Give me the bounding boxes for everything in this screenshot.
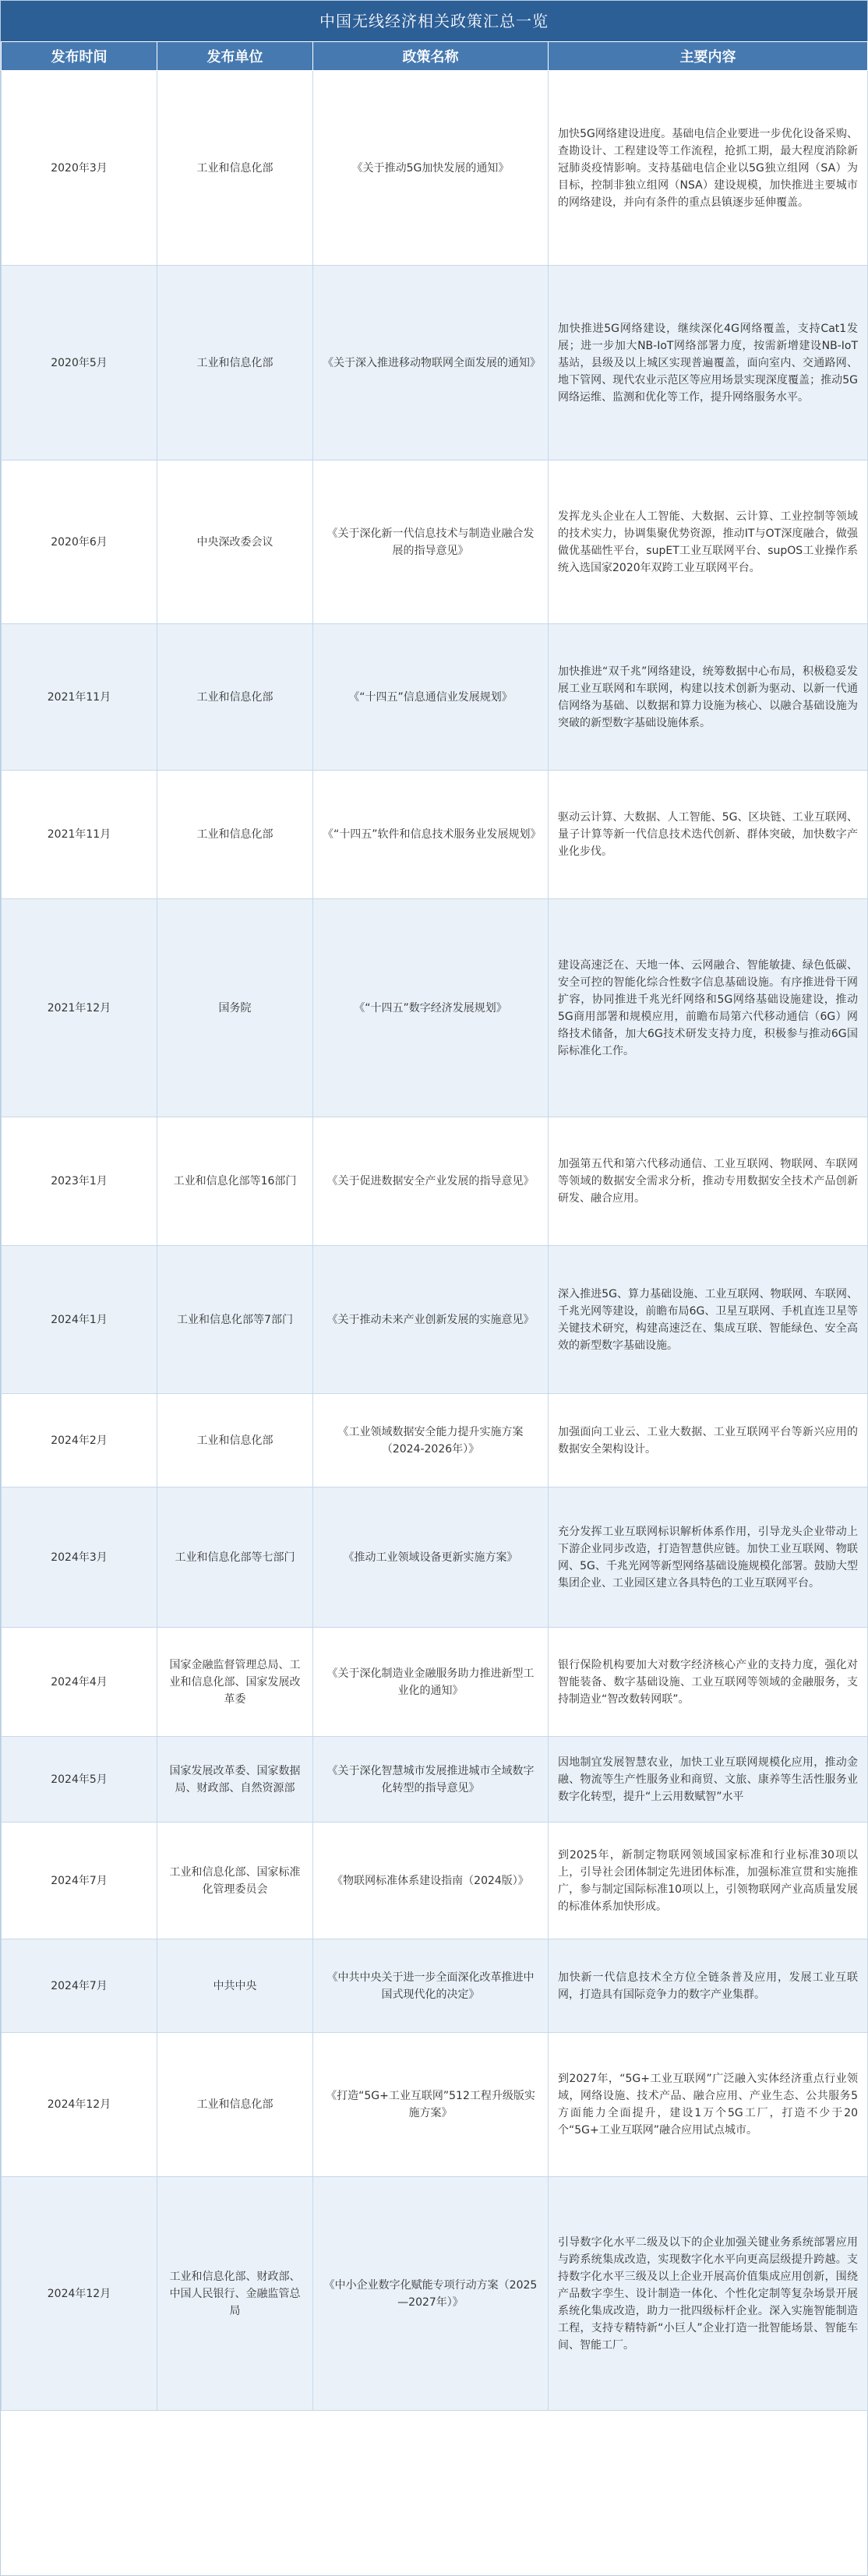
row-content: 深入推进5G、算力基础设施、工业互联网、物联网、车联网、千兆光网等建设，前瞻布局6G、卫星互联网、手机直连卫星等关键技术研究，构建高速泛在、集成互联、智能绿色、安全高效的新型数字基础设施。 <box>549 1246 868 1394</box>
table-row <box>2 461 868 624</box>
row-content: 加快新一代信息技术全方位全链条普及应用，发展工业互联网，打造具有国际竞争力的数字产业集群。 <box>549 1939 868 2033</box>
column-header-date: 发布时间 <box>2 42 157 71</box>
row-policy-name: 《推动工业领域设备更新实施方案》 <box>313 1487 549 1628</box>
row-policy-name: 《关于深化智慧城市发展推进城市全域数字化转型的指导意见》 <box>313 1737 549 1823</box>
row-org: 工业和信息化部 <box>157 624 313 771</box>
row-org: 工业和信息化部 <box>157 266 313 461</box>
row-content: 加强第五代和第六代移动通信、工业互联网、物联网、车联网等领域的数据安全需求分析，推动专用数据安全技术产品创新研发、融合应用。 <box>549 1117 868 1246</box>
row-policy-name: 《中共中央关于进一步全面深化改革推进中国式现代化的决定》 <box>313 1939 549 2033</box>
row-date: 2021年11月 <box>2 624 157 771</box>
table-row <box>2 1628 868 1737</box>
table-row <box>2 771 868 899</box>
row-date: 2024年7月 <box>2 1823 157 1939</box>
row-org: 工业和信息化部 <box>157 771 313 899</box>
row-policy-name: 《关于深化新一代信息技术与制造业融合发展的指导意见》 <box>313 461 549 624</box>
table-row <box>2 266 868 461</box>
row-org: 国家金融监督管理总局、工业和信息化部、国家发展改革委 <box>157 1628 313 1737</box>
row-date: 2021年12月 <box>2 899 157 1117</box>
row-policy-name: 《“十四五”信息通信业发展规划》 <box>313 624 549 771</box>
row-content: 加快推进“双千兆”网络建设，统筹数据中心布局，积极稳妥发展工业互联网和车联网，构建以技术创新为驱动、以新一代通信网络为基础、以数据和算力设施为核心、以融合基础设施为突破的新型数字基础设施体系。 <box>549 624 868 771</box>
row-date: 2024年4月 <box>2 1628 157 1737</box>
row-policy-name: 《打造“5G+工业互联网”512工程升级版实施方案》 <box>313 2033 549 2177</box>
row-policy-name: 《关于深化制造业金融服务助力推进新型工业化的通知》 <box>313 1628 549 1737</box>
row-org: 工业和信息化部 <box>157 71 313 266</box>
table-title: 中国无线经济相关政策汇总一览 <box>1 1 867 41</box>
table-row <box>2 1939 868 2033</box>
row-date: 2024年12月 <box>2 2033 157 2177</box>
row-content: 银行保险机构要加大对数字经济核心产业的支持力度，强化对智能装备、数字基础设施、工业互联网等领域的金融服务，支持制造业“智改数转网联”。 <box>549 1628 868 1737</box>
row-content: 引导数字化水平二级及以下的企业加强关键业务系统部署应用与跨系统集成改造，实现数字化水平向更高层级提升跨越。支持数字化水平三级及以上企业开展高价值集成应用创新，围绕产品数字孪生、设计制造一体化、个性化定制等复杂场景开展系统化集成改造，助力一批四级标杆企业。深入实施智能制造工程，支持专精特新“小巨人”企业打造一批智能场景、智能车间、智能工厂。 <box>549 2177 868 2411</box>
table-row <box>2 1487 868 1628</box>
table-header <box>2 42 868 71</box>
row-content: 充分发挥工业互联网标识解析体系作用，引导龙头企业带动上下游企业同步改造，打造智慧供应链。加快工业互联网、物联网、5G、千兆光网等新型网络基础设施规模化部署。鼓励大型集团企业、工业园区建立各具特色的工业互联网平台。 <box>549 1487 868 1628</box>
row-org: 工业和信息化部等16部门 <box>157 1117 313 1246</box>
row-policy-name: 《中小企业数字化赋能专项行动方案（2025—2027年）》 <box>313 2177 549 2411</box>
row-content: 加快5G网络建设进度。基础电信企业要进一步优化设备采购、查勘设计、工程建设等工作流程，抢抓工期，最大程度消除新冠肺炎疫情影响。支持基础电信企业以5G独立组网（SA）为目标，控制非独立组网（NSA）建设规模，加快推进主要城市的网络建设，并向有条件的重点县镇逐步延伸覆盖。 <box>549 71 868 266</box>
row-content: 驱动云计算、大数据、人工智能、5G、区块链、工业互联网、量子计算等新一代信息技术迭代创新、群体突破，加快数字产业化步伐。 <box>549 771 868 899</box>
table-row <box>2 899 868 1117</box>
row-date: 2024年1月 <box>2 1246 157 1394</box>
table-row <box>2 71 868 266</box>
row-date: 2024年7月 <box>2 1939 157 2033</box>
row-org: 工业和信息化部、国家标准化管理委员会 <box>157 1823 313 1939</box>
table-row <box>2 1737 868 1823</box>
header-row <box>2 42 868 71</box>
row-policy-name: 《关于促进数据安全产业发展的指导意见》 <box>313 1117 549 1246</box>
table-row <box>2 1117 868 1246</box>
row-date: 2020年3月 <box>2 71 157 266</box>
policy-table <box>1 41 868 2411</box>
table-row <box>2 1246 868 1394</box>
row-date: 2020年5月 <box>2 266 157 461</box>
row-date: 2021年11月 <box>2 771 157 899</box>
row-date: 2024年5月 <box>2 1737 157 1823</box>
table-row <box>2 2033 868 2177</box>
row-date: 2020年6月 <box>2 461 157 624</box>
row-content: 因地制宜发展智慧农业，加快工业互联网规模化应用，推动金融、物流等生产性服务业和商贸、文旅、康养等生活性服务业数字化转型，提升“上云用数赋智”水平 <box>549 1737 868 1823</box>
row-content: 到2027年，“5G+工业互联网”广泛融入实体经济重点行业领域，网络设施、技术产品、融合应用、产业生态、公共服务5方面能力全面提升，建设1万个5G工厂，打造不少于20个“5G+工业互联网”融合应用试点城市。 <box>549 2033 868 2177</box>
row-policy-name: 《关于推动5G加快发展的通知》 <box>313 71 549 266</box>
row-org: 中共中央 <box>157 1939 313 2033</box>
row-policy-name: 《物联网标准体系建设指南（2024版）》 <box>313 1823 549 1939</box>
row-org: 中央深改委会议 <box>157 461 313 624</box>
row-content: 加快推进5G网络建设，继续深化4G网络覆盖，支持Cat1发展；进一步加大NB-IoT网络部署力度，按需新增建设NB-IoT基站，县级及以上城区实现普遍覆盖，面向室内、交通路网、地下管网、现代农业示范区等应用场景实现深度覆盖；推动5G网络运维、监测和优化等工作，提升网络服务水平。 <box>549 266 868 461</box>
row-org: 工业和信息化部等七部门 <box>157 1487 313 1628</box>
table-row <box>2 624 868 771</box>
row-policy-name: 《“十四五”软件和信息技术服务业发展规划》 <box>313 771 549 899</box>
row-org: 工业和信息化部 <box>157 1394 313 1487</box>
row-policy-name: 《关于深入推进移动物联网全面发展的通知》 <box>313 266 549 461</box>
column-header-content: 主要内容 <box>549 42 868 71</box>
table-row <box>2 2177 868 2411</box>
row-content: 加强面向工业云、工业大数据、工业互联网平台等新兴应用的数据安全架构设计。 <box>549 1394 868 1487</box>
row-org: 国家发展改革委、国家数据局、财政部、自然资源部 <box>157 1737 313 1823</box>
row-date: 2023年1月 <box>2 1117 157 1246</box>
table-row <box>2 1823 868 1939</box>
row-content: 到2025年，新制定物联网领域国家标准和行业标准30项以上，引导社会团体制定先进团体标准，加强标准宣贯和实施推广，参与制定国际标准10项以上，引领物联网产业高质量发展的标准体系加快形成。 <box>549 1823 868 1939</box>
row-date: 2024年2月 <box>2 1394 157 1487</box>
row-policy-name: 《工业领域数据安全能力提升实施方案（2024-2026年）》 <box>313 1394 549 1487</box>
table-row <box>2 1394 868 1487</box>
column-header-name: 政策名称 <box>313 42 549 71</box>
row-date: 2024年12月 <box>2 2177 157 2411</box>
row-content: 发挥龙头企业在人工智能、大数据、云计算、工业控制等领域的技术实力，协调集聚优势资源，推动IT与OT深度融合，做强做优基础性平台，supET工业互联网平台、supOS工业操作系统入选国家2020年双跨工业互联网平台。 <box>549 461 868 624</box>
row-policy-name: 《关于推动未来产业创新发展的实施意见》 <box>313 1246 549 1394</box>
row-date: 2024年3月 <box>2 1487 157 1628</box>
row-org: 国务院 <box>157 899 313 1117</box>
row-org: 工业和信息化部 <box>157 2033 313 2177</box>
table-body <box>2 71 868 2411</box>
row-org: 工业和信息化部、财政部、中国人民银行、金融监管总局 <box>157 2177 313 2411</box>
row-policy-name: 《“十四五”数字经济发展规划》 <box>313 899 549 1117</box>
column-header-org: 发布单位 <box>157 42 313 71</box>
row-content: 建设高速泛在、天地一体、云网融合、智能敏捷、绿色低碳、安全可控的智能化综合性数字信息基础设施。有序推进骨干网扩容，协同推进千兆光纤网络和5G网络基础设施建设，推动5G商用部署和规模应用，前瞻布局第六代移动通信（6G）网络技术储备，加大6G技术研发支持力度，积极参与推动6G国际标准化工作。 <box>549 899 868 1117</box>
row-org: 工业和信息化部等7部门 <box>157 1246 313 1394</box>
